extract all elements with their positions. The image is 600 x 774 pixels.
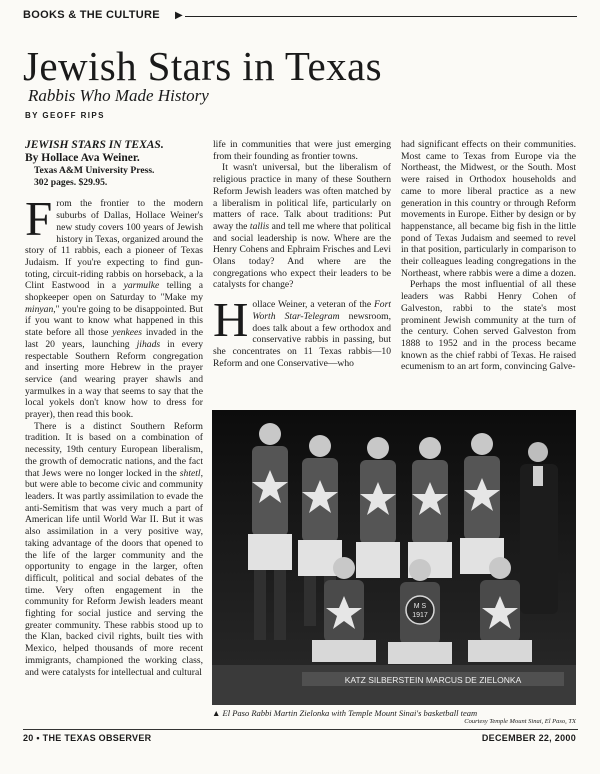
book-publisher: Texas A&M University Press.: [34, 165, 155, 176]
book-title: JEWISH STARS IN TEXAS.: [25, 139, 164, 151]
article-title: Jewish Stars in Texas: [23, 43, 382, 89]
drop-cap: F: [25, 191, 53, 247]
section-rule: [185, 16, 577, 17]
column-2: [213, 139, 391, 401]
rabbi-figure: [520, 442, 558, 614]
photo-caption: ▲ El Paso Rabbi Martin Zielonka with Temple Mount Sinai's basketball team: [212, 708, 478, 718]
photo-credit: Courtesy Temple Mount Sinai, El Paso, TX: [464, 718, 576, 725]
paragraph: Hollace Weiner, a veteran of the Fort Worth Star-Telegram newsroom, does talk about a few orthodox and conservative rabbis in passing, but she concentrates on 11 Texas rabbis—10 Reform and one Conservative—who: [213, 292, 391, 369]
paragraph: Perhaps the most influential of all these leaders was Rabbi Henry Cohen of Galveston, rabbi to the state's most prominent Jewish community at the turn of the century. Cohen served Galveston from 1888 to 1952 and in the process became known as the chief rabbi of Texas. He raised ecumenism to an art form, convincing Galve-: [401, 279, 576, 373]
byline: BY GEOFF RIPS: [25, 111, 105, 120]
section-arrow-icon: ▶: [175, 10, 183, 21]
footer-page-info: 20 • THE TEXAS OBSERVER: [23, 733, 152, 743]
footer-rule: [23, 729, 578, 730]
paragraph: life in communities that were just emerging from their founding as frontier towns.: [213, 139, 391, 162]
team-photo: [212, 410, 576, 705]
jersey-year: 1917: [412, 612, 428, 619]
book-details: 302 pages. $29.95.: [34, 176, 108, 188]
team-photo-illustration: [212, 410, 576, 705]
article-subtitle: Rabbis Who Made History: [28, 86, 209, 105]
book-author: By Hollace Ava Weiner.: [25, 152, 140, 164]
drop-cap: H: [213, 292, 249, 348]
paragraph: It wasn't universal, but the liberalism of religious practice in many of these Southern Reform Jewish leaders was often matched by a liberalism in political life, particularly on matters of race. Talk about traditions: Put away the tallis and tell me where that political and social leadership is now. Where are the Henry Cohens and Ephraim Frisches and Levi Olans today? And where are the congregations who expect their leaders to be catalysts for change?: [213, 162, 391, 291]
column-1: [25, 139, 203, 727]
footer-date: DECEMBER 22, 2000: [481, 733, 576, 743]
jersey-text: M S: [413, 603, 427, 610]
paragraph: had significant effects on their communities. Most came to Texas from Europe via the Northeast, the Midwest, or the South. Most were raised in Orthodox households and came to more liberal practice as a new generation in this country or through Reform movements in Europe. Either by design or by happenstance, all became big fish in the little pond of Texas Judaism and seemed to revel in that position, particularly in comparison to their colleagues leading congregations in the Northeast, where rabbis were a dime a dozen.: [401, 139, 576, 279]
paragraph: From the frontier to the modern suburbs of Dallas, Hollace Weiner's new study covers 100 years of Jewish history in Texas, organized around the story of 11 rabbis, each a pioneer of Texas Judaism. If you're expecting to find gun-toting, circuit-riding rabbis on horseback, a la Clint Eastwood in a yarmulke telling a shopkeeper open on Saturday to "Make my minyan," you're going to be disappointed. But if you want to know what happened in this state before all those yenkees invaded in the last 20 years, launching jihads in every respectable Southern Reform congregation and inserting more Hebrew in the prayer service (and wearing prayer shawls and yarmulkes in a way that seems to say that the local yokels don't know how to dress for prayer), then read this book.: [25, 191, 203, 421]
section-header: BOOKS & THE CULTURE: [23, 9, 160, 21]
photo-banner: KATZ SILBERSTEIN MARCUS DE ZIELONKA: [344, 675, 522, 685]
column-3: [401, 139, 576, 401]
paragraph: There is a distinct Southern Reform tradition. It is based on a combination of necessity, 19th century European liberalism, the growth of democratic nations, and the fact that Jews were no longer locked in the shtetl, but were able to become civic and community leaders. It was partly assimilation to evade the anti-Semitism that was very much a part of American life until World War II. But it was also assimilation in a very positive way, taking advantage of the doors that opened to the life of the larger community and the opportunity to engage in the larger, often difficult, political and social debates of the time. Very often engagement in the community for Reform Jewish leaders meant fighting for social justice and serving the greater community. These rabbis stood up to the Klan, backed civil rights, built ties with Mexico, helped thousands of more recent immigrants, championed the working class, and were catalysts for intellectual and cultural: [25, 420, 203, 678]
